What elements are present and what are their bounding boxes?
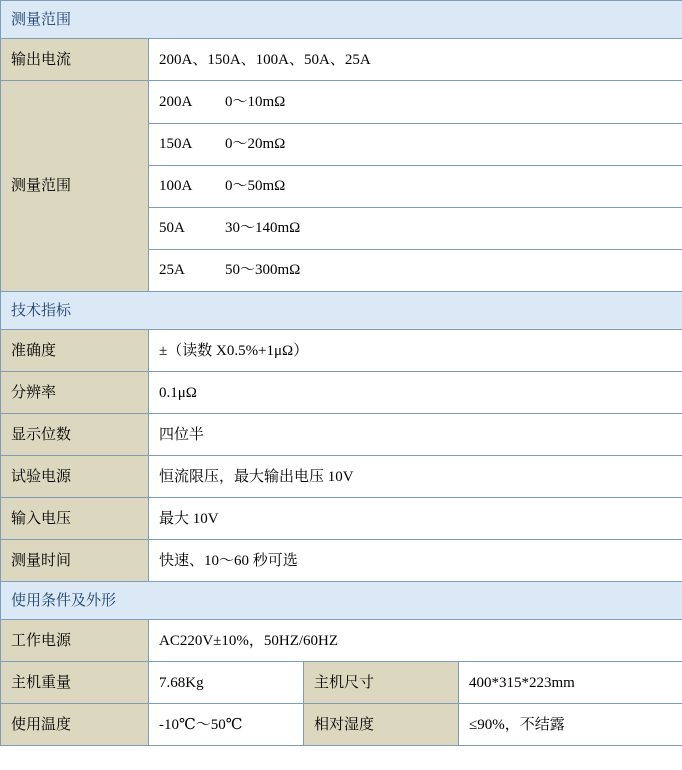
temperature-value: -10℃～50℃ — [149, 704, 304, 746]
range-entry — [149, 207, 682, 249]
table-row-input-voltage — [1, 498, 682, 540]
table-row-accuracy — [1, 330, 682, 372]
output-current-label: 输出电流 — [1, 39, 149, 81]
range-entry — [149, 81, 682, 123]
output-current-value: 200A、150A、100A、50A、25A — [149, 39, 682, 81]
humidity-label: 相对湿度 — [304, 704, 459, 746]
section-title: 技术指标 — [1, 292, 682, 330]
display-digits-value: 四位半 — [149, 414, 682, 456]
display-digits-label: 显示位数 — [1, 414, 149, 456]
range-row — [149, 207, 682, 249]
size-label: 主机尺寸 — [304, 662, 459, 704]
range-current: 200A — [159, 93, 193, 110]
range-current: 25A — [159, 262, 185, 279]
range-value: 0～50mΩ — [225, 178, 286, 194]
range-value: 30～140mΩ — [225, 220, 301, 236]
section-header-usage-conditions — [1, 582, 682, 620]
section-title: 使用条件及外形 — [1, 582, 682, 620]
measure-time-value: 快速、10～60 秒可选 — [149, 540, 682, 582]
resolution-value: 0.1μΩ — [149, 372, 682, 414]
measurement-range-label: 测量范围 — [1, 81, 149, 292]
table-row-resolution — [1, 372, 682, 414]
range-row — [149, 249, 682, 291]
weight-label: 主机重量 — [1, 662, 149, 704]
table-row-weight-size — [1, 662, 682, 704]
range-entry — [149, 165, 682, 207]
table-row-output-current — [1, 39, 682, 81]
table-row-measure-time — [1, 540, 682, 582]
humidity-value: ≤90%，不结露 — [459, 704, 682, 746]
table-row-display-digits — [1, 414, 682, 456]
temperature-label: 使用温度 — [1, 704, 149, 746]
section-title: 测量范围 — [1, 1, 682, 39]
range-row — [149, 165, 682, 207]
test-power-value: 恒流限压，最大输出电压 10V — [149, 456, 682, 498]
working-power-value: AC220V±10%，50HZ/60HZ — [149, 620, 682, 662]
range-entry — [149, 249, 682, 291]
resolution-label: 分辨率 — [1, 372, 149, 414]
range-value: 50～300mΩ — [225, 262, 301, 279]
input-voltage-label: 输入电压 — [1, 498, 149, 540]
range-current: 100A — [159, 178, 193, 194]
table-row-temp-humidity — [1, 704, 682, 746]
working-power-label: 工作电源 — [1, 620, 149, 662]
measurement-range-subtable — [149, 81, 682, 291]
table-row-working-power — [1, 620, 682, 662]
table-row-measurement-range — [1, 81, 682, 292]
table-row-test-power — [1, 456, 682, 498]
size-value: 400*315*223mm — [459, 662, 682, 704]
range-row — [149, 81, 682, 123]
weight-value: 7.68Kg — [149, 662, 304, 704]
range-value: 0～20mΩ — [225, 136, 286, 152]
test-power-label: 试验电源 — [1, 456, 149, 498]
range-entry — [149, 123, 682, 165]
measurement-range-values — [149, 81, 682, 292]
section-header-technical-specs — [1, 292, 682, 330]
section-header-measurement-range — [1, 1, 682, 39]
range-row — [149, 123, 682, 165]
range-current: 150A — [159, 136, 193, 152]
measure-time-label: 测量时间 — [1, 540, 149, 582]
range-value: 0～10mΩ — [225, 93, 286, 110]
accuracy-value: ±（读数 X0.5%+1μΩ） — [149, 330, 682, 372]
accuracy-label: 准确度 — [1, 330, 149, 372]
input-voltage-value: 最大 10V — [149, 498, 682, 540]
range-current: 50A — [159, 220, 185, 236]
